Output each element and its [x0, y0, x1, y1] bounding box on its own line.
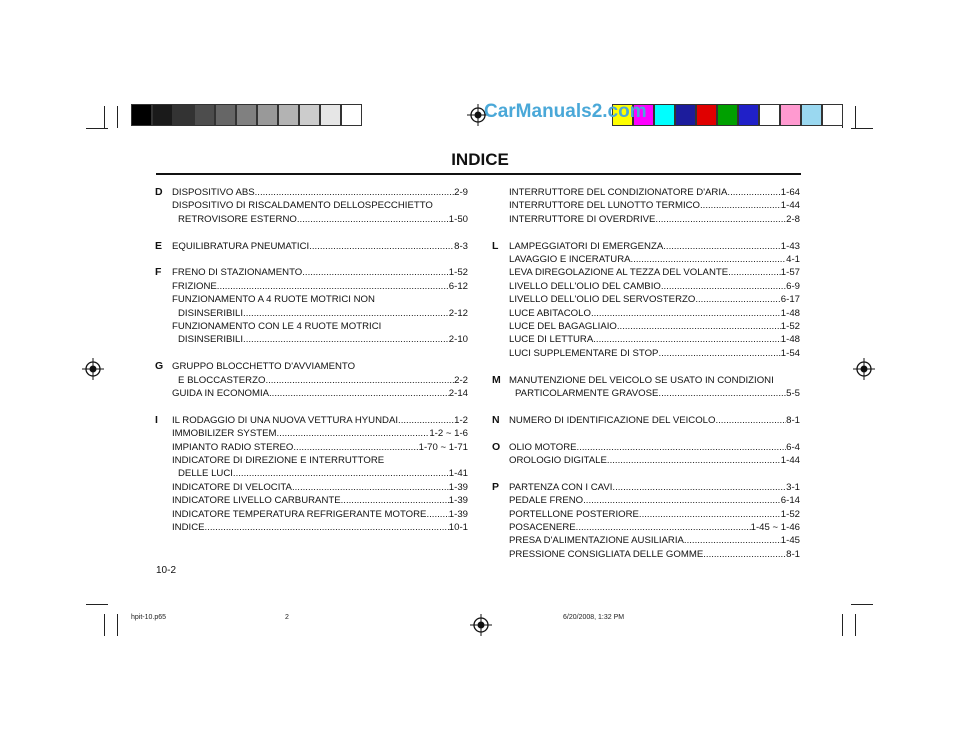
- dot-leader: [265, 374, 454, 387]
- entry-page: 1-39: [448, 495, 468, 507]
- color-swatch: [236, 104, 257, 126]
- entry-text: LIVELLO DELL'OLIO DEL SERVOSTERZO: [509, 294, 696, 306]
- entry-text: DISPOSITIVO ABS: [172, 187, 255, 198]
- entry-text: OROLOGIO DIGITALE: [509, 455, 607, 467]
- entry-text: PRESSIONE CONSIGLIATA DELLE GOMME: [509, 548, 704, 560]
- index-section: [492, 240, 800, 361]
- entry-text: LUCI SUPPLEMENTARE DI STOP: [509, 347, 659, 359]
- entry-text: IMPIANTO RADIO STEREO: [172, 441, 294, 453]
- index-entry: [172, 213, 468, 226]
- crop-mark: [117, 614, 118, 636]
- entry-page: 6-14: [780, 495, 800, 507]
- entry-page: 1-64: [780, 187, 800, 198]
- index-entry: [509, 548, 800, 561]
- entry-text: EQUILIBRATURA PNEUMATICI: [172, 240, 310, 252]
- dot-leader: [309, 240, 454, 253]
- index-entry: [509, 280, 800, 293]
- entry-page: 1-52: [780, 508, 800, 520]
- page-title: INDICE: [451, 150, 509, 169]
- index-entry: [509, 320, 800, 333]
- index-entry: [172, 494, 468, 507]
- footer-filename: hpit-10.p65: [131, 614, 167, 621]
- entry-page: 2-10: [448, 334, 468, 346]
- section-letter: E: [155, 239, 163, 252]
- title-divider: [156, 173, 801, 175]
- dot-leader: [607, 454, 781, 467]
- entry-page: 5-5: [786, 388, 800, 400]
- color-swatch: [675, 104, 696, 126]
- entry-page: 6-4: [786, 441, 800, 453]
- index-section: [155, 266, 468, 346]
- section-letter: O: [492, 440, 501, 453]
- dot-leader: [292, 481, 449, 494]
- dot-leader: [243, 307, 449, 320]
- dot-leader: [612, 481, 786, 494]
- color-swatch: [131, 104, 152, 126]
- dot-leader: [217, 280, 449, 293]
- entry-text: FRIZIONE: [172, 280, 217, 292]
- index-section: [492, 186, 800, 226]
- entry-page: 1-54: [780, 347, 800, 359]
- color-swatch: [278, 104, 299, 126]
- entry-text: IMMOBILIZER SYSTEM: [172, 428, 277, 440]
- color-swatch: [173, 104, 194, 126]
- index-entry: [509, 441, 800, 454]
- entry-text: FUNZIONAMENTO A 4 RUOTE MOTRICI NON: [172, 294, 375, 306]
- entry-text: LUCE DI LETTURA: [509, 334, 594, 346]
- crop-mark: [851, 128, 873, 129]
- dot-leader: [700, 199, 781, 212]
- entry-page: 1-52: [448, 267, 468, 279]
- dot-leader: [576, 521, 751, 534]
- entry-page: 2-9: [454, 187, 468, 198]
- dot-leader: [577, 441, 787, 454]
- dot-leader: [205, 521, 449, 534]
- entry-text: FRENO DI STAZIONAMENTO: [172, 267, 303, 279]
- entry-text: LIVELLO DELL'OLIO DEL CAMBIO: [509, 280, 661, 292]
- color-swatch: [341, 104, 362, 126]
- color-swatch: [822, 104, 843, 126]
- index-entry: [172, 333, 468, 346]
- dot-leader: [243, 333, 449, 346]
- index-entry: [509, 521, 800, 534]
- color-swatch: [320, 104, 341, 126]
- index-entry: [172, 454, 468, 467]
- grayscale-calibration-bar: [131, 104, 362, 126]
- index-entry: [172, 266, 468, 279]
- entry-page: 1-2 ~ 1-6: [429, 428, 468, 440]
- entry-text: POSACENERE: [509, 522, 576, 534]
- color-swatch: [654, 104, 675, 126]
- index-section: [492, 374, 800, 401]
- dot-leader: [715, 414, 786, 427]
- index-column-right: [492, 186, 800, 575]
- index-entry: [172, 320, 468, 333]
- entry-page: 1-41: [448, 468, 468, 480]
- entry-page: 10-1: [448, 522, 468, 534]
- dot-leader: [727, 186, 780, 199]
- entry-text: PORTELLONE POSTERIORE: [509, 508, 639, 520]
- entry-text: DELLE LUCI: [178, 468, 233, 480]
- color-swatch: [696, 104, 717, 126]
- color-swatch: [780, 104, 801, 126]
- entry-text: PEDALE FRENO: [509, 495, 584, 507]
- index-entry: [509, 240, 800, 253]
- registration-mark-icon: [853, 358, 875, 380]
- index-entry: [509, 253, 800, 266]
- entry-text: INDICATORE TEMPERATURA REFRIGERANTE MOTORE: [172, 508, 427, 520]
- index-section: [155, 414, 468, 535]
- dot-leader: [655, 213, 786, 226]
- dot-leader: [639, 508, 781, 521]
- index-entry: [509, 333, 800, 346]
- entry-text: NUMERO DI IDENTIFICAZIONE DEL VEICOLO: [509, 414, 716, 426]
- crop-mark: [851, 604, 873, 605]
- index-entry: [172, 240, 468, 253]
- entry-text: PARTICOLARMENTE GRAVOSE: [515, 388, 659, 400]
- entry-page: 1-57: [780, 267, 800, 279]
- index-entry: [509, 534, 800, 547]
- section-letter: M: [492, 373, 501, 386]
- entry-page: 1-52: [780, 321, 800, 333]
- index-entry: [509, 266, 800, 279]
- index-entry: [172, 186, 468, 199]
- entry-text: FUNZIONAMENTO CON LE 4 RUOTE MOTRICI: [172, 321, 382, 333]
- entry-page: 8-3: [454, 240, 468, 252]
- crop-mark: [86, 604, 108, 605]
- color-swatch: [717, 104, 738, 126]
- entry-text: INDICE: [172, 522, 205, 534]
- index-section: [155, 360, 468, 400]
- entry-page: 1-48: [780, 334, 800, 346]
- color-swatch: [738, 104, 759, 126]
- index-entry: [509, 293, 800, 306]
- color-swatch: [257, 104, 278, 126]
- entry-text: LEVA DIREGOLAZIONE AL TEZZA DEL VOLANTE: [509, 267, 729, 279]
- entry-page: 6-17: [780, 294, 800, 306]
- entry-text: GRUPPO BLOCCHETTO D'AVVIAMENTO: [172, 361, 356, 373]
- dot-leader: [255, 186, 454, 199]
- registration-mark-icon: [470, 614, 492, 636]
- dot-leader: [398, 414, 454, 427]
- index-entry: [172, 280, 468, 293]
- index-entry: [509, 454, 800, 467]
- entry-page: 1-48: [780, 307, 800, 319]
- footer-timestamp: 6/20/2008, 1:32 PM: [563, 614, 625, 621]
- dot-leader: [297, 213, 449, 226]
- dot-leader: [293, 441, 418, 454]
- index-entry: [172, 307, 468, 320]
- dot-leader: [695, 293, 780, 306]
- dot-leader: [703, 548, 786, 561]
- watermark: CarManuals2.com: [484, 101, 647, 122]
- index-entry: [509, 347, 800, 360]
- dot-leader: [302, 266, 449, 279]
- index-entry: [172, 387, 468, 400]
- index-entry: [172, 521, 468, 534]
- index-entry: [509, 307, 800, 320]
- entry-page: 8-1: [786, 414, 800, 426]
- entry-text: INDICATORE DI DIREZIONE E INTERRUTTORE: [172, 455, 385, 467]
- index-entry: [509, 213, 800, 226]
- dot-leader: [591, 307, 781, 320]
- color-swatch: [299, 104, 320, 126]
- entry-page: 1-39: [448, 481, 468, 493]
- section-letter: I: [155, 413, 158, 426]
- dot-leader: [341, 494, 449, 507]
- entry-page: 2-14: [448, 388, 468, 400]
- entry-text: GUIDA IN ECONOMIA: [172, 388, 270, 400]
- dot-leader: [663, 240, 781, 253]
- index-entry: [172, 467, 468, 480]
- index-entry: [172, 441, 468, 454]
- dot-leader: [583, 494, 781, 507]
- index-entry: [172, 481, 468, 494]
- index-entry: [509, 494, 800, 507]
- dot-leader: [684, 534, 781, 547]
- entry-page: 6-12: [448, 280, 468, 292]
- entry-text: INTERRUTTORE DI OVERDRIVE: [509, 213, 656, 225]
- crop-mark: [855, 614, 856, 636]
- crop-mark: [86, 128, 108, 129]
- section-letter: D: [155, 186, 163, 198]
- entry-page: 1-44: [780, 200, 800, 212]
- entry-page: 3-1: [786, 481, 800, 493]
- entry-page: 1-50: [448, 213, 468, 225]
- index-entry: [172, 427, 468, 440]
- dot-leader: [728, 266, 781, 279]
- index-entry: [509, 414, 800, 427]
- entry-page: 2-2: [454, 374, 468, 386]
- dot-leader: [617, 320, 781, 333]
- dot-leader: [631, 253, 787, 266]
- dot-leader: [658, 347, 780, 360]
- index-entry: [172, 414, 468, 427]
- section-letter: G: [155, 360, 164, 373]
- entry-page: 6-9: [786, 280, 800, 292]
- index-section: [492, 481, 800, 561]
- entry-text: INTERRUTTORE DEL LUNOTTO TERMICO: [509, 200, 701, 212]
- color-swatch: [152, 104, 173, 126]
- entry-text: E BLOCCASTERZO: [178, 374, 266, 386]
- crop-mark: [855, 106, 856, 128]
- dot-leader: [426, 508, 448, 521]
- entry-text: DISINSERIBILI: [178, 307, 244, 319]
- entry-page: 4-1: [786, 254, 800, 266]
- entry-text: LAVAGGIO E INCERATURA: [509, 254, 631, 266]
- footer-page: 2: [285, 614, 289, 621]
- index-section: [155, 186, 468, 226]
- crop-mark: [104, 614, 105, 636]
- color-swatch: [759, 104, 780, 126]
- index-entry: [509, 508, 800, 521]
- entry-text: LAMPEGGIATORI DI EMERGENZA: [509, 240, 664, 252]
- index-section: [155, 240, 468, 253]
- index-section: [492, 414, 800, 427]
- color-swatch: [194, 104, 215, 126]
- index-entry: [172, 293, 468, 306]
- crop-mark: [104, 106, 105, 128]
- index-section: [492, 441, 800, 468]
- registration-mark-icon: [82, 358, 104, 380]
- entry-page: 1-39: [448, 508, 468, 520]
- color-swatch: [801, 104, 822, 126]
- entry-page: 2-12: [448, 307, 468, 319]
- entry-text: PARTENZA CON I CAVI: [509, 481, 613, 493]
- index-entry: [172, 508, 468, 521]
- section-letter: N: [492, 413, 500, 426]
- entry-text: OLIO MOTORE: [509, 441, 577, 453]
- index-entry: [509, 186, 800, 199]
- dot-leader: [233, 467, 449, 480]
- entry-page: 1-44: [780, 455, 800, 467]
- entry-text: LUCE DEL BAGAGLIAIO: [509, 321, 617, 333]
- color-swatch: [215, 104, 236, 126]
- entry-text: INDICATORE LIVELLO CARBURANTE: [172, 495, 341, 507]
- index-entry: [509, 374, 800, 387]
- dot-leader: [276, 427, 429, 440]
- entry-text: DISINSERIBILI: [178, 334, 244, 346]
- entry-text: IL RODAGGIO DI UNA NUOVA VETTURA HYUNDAI: [172, 414, 399, 426]
- dot-leader: [593, 333, 781, 346]
- dot-leader: [661, 280, 786, 293]
- entry-text: DISPOSITIVO DI RISCALDAMENTO DELLOSPECCHIETTO: [172, 200, 433, 212]
- entry-text: LUCE ABITACOLO: [509, 307, 591, 319]
- entry-text: PRESA D'ALIMENTAZIONE AUSILIARIA: [509, 535, 684, 547]
- entry-page: 1-2: [454, 414, 468, 426]
- entry-page: 1-43: [780, 240, 800, 252]
- entry-text: MANUTENZIONE DEL VEICOLO SE USATO IN CONDIZIONI: [509, 374, 774, 386]
- entry-page: 1-70 ~ 1-71: [418, 441, 468, 453]
- color-calibration-bar: [612, 104, 843, 126]
- page-number: 10-2: [156, 565, 177, 576]
- index-entry: [509, 387, 800, 400]
- index-entry: [509, 199, 800, 212]
- entry-text: RETROVISORE ESTERNO: [178, 213, 297, 225]
- entry-page: 1-45 ~ 1-46: [750, 522, 800, 534]
- dot-leader: [658, 387, 786, 400]
- dot-leader: [269, 387, 449, 400]
- index-entry: [172, 360, 468, 373]
- entry-page: 2-8: [786, 213, 800, 225]
- index-entry: [172, 199, 468, 212]
- entry-page: 8-1: [786, 548, 800, 560]
- entry-text: INTERRUTTORE DEL CONDIZIONATORE D'ARIA: [509, 187, 728, 198]
- index-column-left: [155, 186, 468, 548]
- crop-mark: [842, 614, 843, 636]
- entry-text: INDICATORE DI VELOCITA: [172, 481, 292, 493]
- crop-mark: [117, 106, 118, 128]
- index-entry: [172, 374, 468, 387]
- entry-page: 1-45: [780, 535, 800, 547]
- index-entry: [509, 481, 800, 494]
- section-letter: F: [155, 266, 162, 279]
- section-letter: L: [492, 239, 499, 252]
- section-letter: P: [492, 480, 500, 493]
